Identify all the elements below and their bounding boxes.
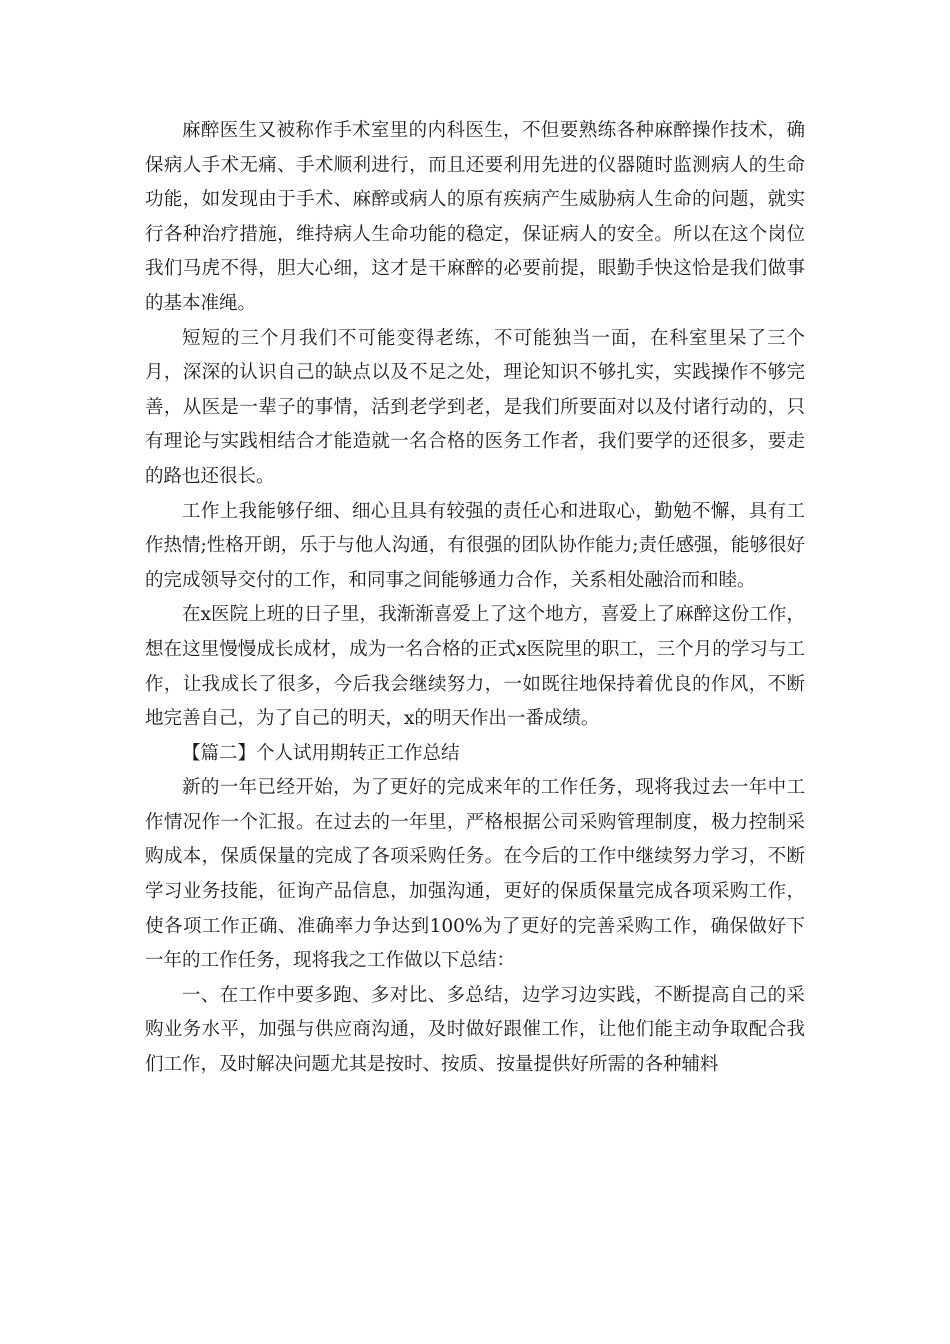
section-heading-part-two: 【篇二】个人试用期转正工作总结 <box>182 742 460 764</box>
document-body <box>145 114 805 1083</box>
paragraph-point-one: 一、在工作中要多跑、多对比、多总结，边学习边实践，不断提高自己的采购业务水平，加强与供应商沟通，及时做好跟催工作，让他们能主动争取配合我们工作，及时解决问题尤其是按时、按质、按量提供好所需的各种辅料 <box>145 984 805 1076</box>
paragraph-anesthesia-role: 麻醉医生又被称作手术室里的内科医生，不但要熟练各种麻醉操作技术，确保病人手术无痛、手术顺利进行，而且还要利用先进的仪器随时监测病人的生命功能，如发现由于手术、麻醉或病人的原有疾病产生威胁病人生命的问题，就实行各种治疗措施，维持病人生命功能的稳定，保证病人的安全。所以在这个岗位我们马虎不得，胆大心细，这才是干麻醉的必要前提，眼勤手快这恰是我们做事的基本准绳。 <box>145 120 805 314</box>
paragraph-work-attitude: 工作上我能够仔细、细心且具有较强的责任心和进取心，勤勉不懈，具有工作热情;性格开朗，乐于与他人沟通，有很强的团队协作能力;责任感强，能够很好的完成领导交付的工作，和同事之间能够通力合作，关系相处融洽而和睦。 <box>145 500 805 591</box>
paragraph-new-year-summary: 新的一年已经开始，为了更好的完成来年的工作任务，现将我过去一年中工作情况作一个汇报。在过去的一年里，严格根据公司采购管理制度，极力控制采购成本，保质保量的完成了各项采购任务。在今后的工作中继续努力学习，不断学习业务技能，征询产品信息，加强沟通，更好的保质保量完成各项采购工作，使各项工作正确、准确率力争达到100%为了更好的完善采购工作，确保做好下一年的工作任务，现将我之工作做以下总结： <box>145 777 805 972</box>
paragraph-hospital-life: 在x医院上班的日子里，我渐渐喜爱上了这个地方，喜爱上了麻醉这份工作，想在这里慢慢成长成材，成为一名合格的正式x医院里的职工，三个月的学习与工作，让我成长了很多，今后我会继续努力，一如既往地保持着优良的作风，不断地完善自己，为了自己的明天，x的明天作出一番成绩。 <box>145 604 805 730</box>
paragraph-three-months: 短短的三个月我们不可能变得老练，不可能独当一面，在科室里呆了三个月，深深的认识自己的缺点以及不足之处，理论知识不够扎实，实践操作不够完善，从医是一辈子的事情，活到老学到老，是我们所要面对以及付诸行动的，只有理论与实践相结合才能造就一名合格的医务工作者，我们要学的还很多，要走的路也还很长。 <box>145 327 805 487</box>
